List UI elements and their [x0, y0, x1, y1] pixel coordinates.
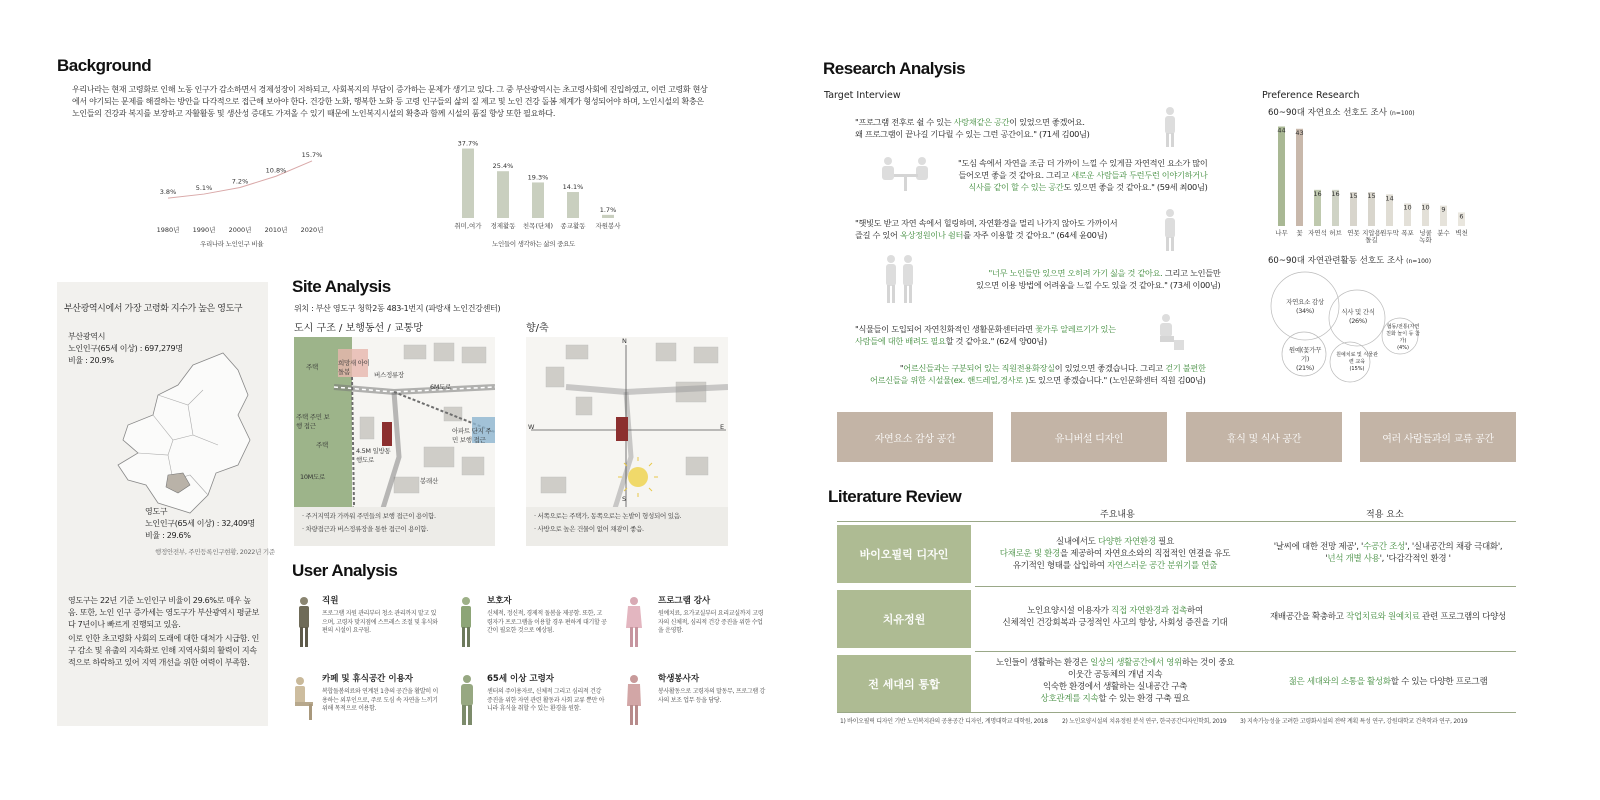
preference-category: 폭포 — [1401, 229, 1414, 237]
guardian-figure-icon — [458, 596, 474, 648]
gu-ratio: 비율 : 29.6% — [145, 531, 191, 540]
importance-bar — [462, 149, 474, 218]
quote-1: "프로그램 전후로 쉴 수 있는 사랑채같은 공간이 있었으면 좋겠어요. 왜 프로그램이 끝나길 기다릴 수 있는 그런 공간이요." (71세 김00님) — [855, 117, 1090, 139]
map1-label-house1: 주택 — [306, 363, 318, 371]
venn-5: 협동/전통(자연친화 놀이 등 참가) (4%) — [1386, 324, 1420, 351]
preference-value: 6 — [1459, 212, 1464, 221]
importance-bar — [497, 171, 509, 218]
map2-title: 향/축 — [526, 323, 549, 334]
venn-3: 원예(꽃가꾸기) (21%) — [1288, 346, 1322, 372]
city-pop: 노인인구(65세 이상) : 697,279명 — [68, 344, 183, 353]
lit-line-bottom — [837, 712, 1516, 713]
elderly-ratio-chart-title: 우리나라 노인인구 비율 — [200, 240, 264, 248]
user-cafe-desc: 복합돌봄의료와 연계된 1층의 공간을 활발히 이용하는 외부인으로, 주로 도심 속 자연을 느끼기 위해 목적으로 이용함. — [322, 688, 438, 712]
user-instructor-name: 프로그램 강사 — [658, 596, 711, 606]
importance-value: 19.3% — [527, 173, 549, 182]
background-paragraph: 우리나라는 현재 고령화로 인해 노동 인구가 감소하면서 경제성장이 저하되고, 사회복지의 부담이 증가하는 문제가 생기고 있다. 그 중 부산광역시는 초고령사회에 진입하였고, 이런 고령화 현상에서 야기되는 문제를 해결하는 방안을 다각적으로 접근해 보아야 한다. 건강한 노화, 행복한 노화 등 고령 인구들의 삶의 질 제고 및 노인 건강 돌봄 체계가 형성되어야 하며, 노인시설의 확충은 노인들의 건강과 복지를 보장하고 자활활동 및 생산성 증대도 가져올 수 있기 때문에 노인복지시설의 확충과 함께 시설의 품질 향상 또한 필요하다. — [72, 85, 708, 118]
lit-head-healing: 치유정원 — [837, 590, 971, 648]
importance-category: 자원봉사 — [595, 222, 621, 230]
gu-name: 영도구 — [145, 507, 168, 516]
importance-bar — [532, 182, 544, 218]
user-guardian-name: 보호자 — [487, 596, 512, 606]
preference-value: 43 — [1295, 128, 1304, 137]
quote-5: "식물들이 도입되어 자연친화적인 생활문화센터라면 꽃가루 알레르기가 있는 사람들에 대한 배려도 필요할 것 같아요." (62세 양00님) — [855, 324, 1116, 346]
ratio-value-label: 5.1% — [195, 184, 213, 193]
pref2-title: 60~90대 자연관련활동 선호도 조사 (n=100) — [1268, 256, 1432, 266]
tag-rest: 휴식 및 식사 공간 — [1186, 412, 1342, 462]
map1-label-bus: 버스정류장 — [374, 371, 404, 379]
user-student-desc: 봉사활동으로 고령자의 말동무, 프로그램 강사의 보조 업무 등을 담당. — [658, 688, 765, 704]
importance-value: 1.7% — [599, 205, 617, 214]
preference-category: 자연석 — [1308, 229, 1327, 237]
gu-pop: 노인인구(65세 이상) : 32,409명 — [145, 519, 255, 528]
user-staff-name: 직원 — [322, 596, 339, 606]
pref1-title: 60~90대 자연요소 선호도 조사 (n=100) — [1268, 108, 1415, 118]
importance-category: 취미,여가 — [454, 222, 482, 230]
map2-note2: 사방으로 높은 건물이 없어 채광이 좋음. — [537, 525, 644, 533]
map1-label-access1: 주택 주민 보행 접근 — [296, 413, 330, 430]
venn-1: 자연요소 감상 (34%) — [1286, 298, 1324, 315]
preference-value: 9 — [1441, 205, 1446, 214]
preference-category: 허브 — [1329, 229, 1342, 237]
preference-category: 지압용 — [1362, 229, 1381, 237]
busan-gu-info — [145, 506, 255, 542]
quote-4: "너무 노인들만 있으면 오히려 가기 싫을 것 같아요. 그리고 노인들만 있으면 이용 방법에 어려움을 느낄 수도 있을 것 같아요." (73세 이00님) — [976, 268, 1221, 290]
importance-category: 종교활동 — [560, 222, 586, 230]
cafe-user-figure-icon — [290, 676, 316, 722]
preference-bar — [1278, 127, 1285, 226]
tag-exchange: 여러 사람들과의 교류 공간 — [1360, 412, 1516, 462]
busan-para1: 영도구는 22년 기준 노인인구 비율이 29.6%로 매우 높음. 또한, 노인 인구 증가세는 영도구가 부산광역시 평균보다 7년이나 빠르게 진행되고 있음. — [68, 596, 260, 629]
lit-line-top — [837, 521, 1516, 522]
ratio-value-label: 10.8% — [265, 166, 287, 175]
quote-2: "도심 속에서 자연을 조금 더 가까이 느낄 수 있게끔 자연적인 요소가 많이 들어오면 좋을 것 같아요. 그리고 새로운 사람들과 두런두런 이야기하거나 식사를 같이 할 수 있는 공간도 있으면 좋을 것 같아요." (59세 최00님) — [958, 158, 1208, 192]
map1-note2: 차량접근과 버스정류장을 통한 접근이 용이함. — [305, 525, 428, 533]
compass-s: S — [622, 495, 626, 503]
venn-4: 원예치료 및 식물관련 교육 (15%) — [1336, 352, 1378, 372]
preference-value: 14 — [1385, 194, 1394, 203]
lit-ref-3: 3) 지속가능성을 고려한 고령화시설의 전략 계획 특성 연구, 강원대학교 건축학과 연구, 2019 — [1240, 718, 1468, 725]
quote-3: "햇빛도 받고 자연 속에서 힐링하며, 자연환경을 멀리 나가지 않아도 가까이서 즐길 수 있어 옥상정원이나 쉼터를 자주 이용할 것 같아요." (64세 윤00님) — [855, 218, 1118, 240]
gardener-icon — [1152, 312, 1186, 352]
user-student-name: 학생봉사자 — [658, 674, 700, 684]
ratio-year-label: 1980년 — [156, 226, 180, 234]
ratio-value-label: 3.8% — [159, 188, 177, 197]
tag-universal: 유니버설 디자인 — [1011, 412, 1167, 462]
quote-6: "어르신들과는 구분되어 있는 직원전용화장실이 있었으면 좋겠습니다. 그리고 걷기 불편한 어르신들을 위한 시설물(ex. 핸드레일,경사로 )도 있으면 좋겠습니다." (노인문화센터 직원 김00님) — [870, 363, 1206, 385]
map1-label-daycare: 희망새 아이돌봄 — [338, 359, 370, 376]
lit-healing-c2: 재배공간을 확충하고 작업치료와 원예치료 관련 프로그램의 다양성 — [1270, 612, 1506, 622]
ratio-year-label: 2020년 — [300, 226, 324, 234]
map1-label-10m: 10M도로 — [300, 473, 325, 481]
site-map-structure: 주택 희망새 아이돌봄 버스정류장 6M도로 주택 주민 보행 접근 주택 아파트 단지 주민 보행 접근 4.5M 일방통행도로 봉래산 10M도로 · 주거지역과 가까워 주민들의 보행 접근이 용이함. · 차량접근과 버스정류장을 통한 접근이 용이함. — [294, 337, 495, 546]
staff-figure-icon — [296, 596, 312, 648]
importance-bar — [602, 215, 614, 218]
busan-title: 부산광역시에서 가장 고령화 지수가 높은 영도구 — [64, 304, 243, 314]
research-title: Research Analysis — [823, 59, 966, 78]
user-title: User Analysis — [292, 561, 398, 580]
compass-w: W — [528, 423, 535, 431]
importance-value: 37.7% — [457, 139, 479, 148]
lit-biophilic-c2: '날씨에 대한 전망 제공', '수공간 조성', '실내공간의 채광 극대화', '넌석 개별 사용', '다감각적인 환경 ' — [1273, 542, 1503, 564]
ratio-value-label: 7.2% — [231, 177, 249, 186]
busan-source: 행정안전부, 주민등록인구현황, 2022년 기준 — [155, 548, 275, 556]
map1-label-mountain: 봉래산 — [420, 477, 438, 485]
student-figure-icon — [624, 674, 644, 726]
map1-label-6m: 6M도로 — [430, 383, 452, 391]
literature-title: Literature Review — [828, 487, 962, 506]
importance-category: 경제활동 — [490, 222, 516, 230]
compass-n: N — [622, 337, 627, 345]
site-map-orientation: N W E S · 서쪽으로는 주택가, 동쪽으로는 논밭이 형성되어 있음. · 사방으로 높은 건물이 없어 채광이 좋음. — [526, 337, 728, 546]
city-name: 부산광역시 — [68, 332, 106, 341]
user-senior-desc: 센터의 주이용자로, 신체적 그리고 심리적 건강 증진을 위한 자연 관련 활동과 사회 교류 뿐만 아니라 휴식을 취할 수 있는 환경을 원함. — [487, 688, 605, 712]
target-interview-title: Target Interview — [824, 90, 901, 101]
lit-line-1 — [975, 586, 1516, 587]
venn-2: 식사 및 간식 (26%) — [1341, 308, 1375, 325]
preference-value: 16 — [1331, 189, 1340, 198]
ratio-year-label: 1990년 — [192, 226, 216, 234]
preference-category: 벽천 — [1455, 229, 1468, 237]
lit-head-biophilic: 바이오필릭 디자인 — [837, 525, 971, 583]
ratio-year-label: 2000년 — [228, 226, 252, 234]
lit-ref-1: 1) 바이오필릭 디자인 기반 노인복지관의 공용공간 디자인, 계명대학교 대학원, 2018 — [840, 718, 1048, 725]
importance-value: 14.1% — [562, 183, 584, 192]
preference-category: 나무 — [1275, 229, 1288, 237]
city-ratio: 비율 : 20.9% — [68, 356, 114, 365]
preference-value: 10 — [1403, 203, 1412, 212]
preference-category: 원두막 — [1380, 229, 1399, 237]
preference-value: 10 — [1421, 203, 1430, 212]
user-guardian-desc: 신체적, 정신적, 경제적 돌봄을 제공함. 또한, 고령자가 프로그램을 이용할 경우 편하게 대기할 공간이 필요한 것으로 예상됨. — [487, 610, 607, 634]
compass-e: E — [720, 423, 724, 431]
lit-col2: 적용 요소 — [1366, 510, 1404, 520]
preference-bar — [1296, 129, 1303, 226]
map2-note1: 서쪽으로는 주택가, 동쪽으로는 논밭이 형성되어 있음. — [537, 512, 682, 520]
life-importance-chart — [452, 138, 632, 238]
map1-label-apt: 아파트 단지 주민 보행 접근 — [452, 427, 492, 444]
user-staff-desc: 프로그램 지원 관리부터 청소 관리까지 맡고 있으며, 고령자 맞지점에 스트레스 조절 및 휴식와 편의 시설이 요구됨. — [322, 610, 438, 634]
user-instructor-desc: 원예치료, 요가교실부터 요리교실까지 고령자의 신체적, 심리적 건강 증진을 위한 수업을 운영함. — [658, 610, 764, 634]
site-location: 위치 : 부산 영도구 청학2동 483-1번지 (파랑새 노인건강센터) — [294, 304, 501, 313]
importance-bar — [567, 192, 579, 218]
preference-category: 연못 — [1347, 229, 1360, 237]
elder-standing-icon — [1160, 208, 1180, 252]
preference-category: 꽃 — [1296, 229, 1303, 237]
pref-title: Preference Research — [1262, 90, 1360, 101]
map1-label-house2: 주택 — [316, 441, 328, 449]
map1-label-oneway: 4.5M 일방통행도로 — [356, 447, 391, 464]
background-title: Background — [57, 56, 152, 75]
lit-integration-c1: 노인들이 생활하는 환경은 일상의 생활공간에서 영위하는 것이 중요 이웃간 공동체의 개념 지속 익숙한 환경에서 생활하는 실내공간 구축 상호관계를 지속할 수 있는 환경 구축 필요 — [995, 658, 1235, 704]
senior-figure-icon — [458, 674, 476, 726]
tag-nature: 자연요소 감상 공간 — [837, 412, 993, 462]
life-importance-chart-title: 노인들이 생각하는 삶의 중요도 — [492, 240, 576, 248]
preference-category: 녹화 — [1419, 236, 1432, 244]
elders-table-icon — [876, 156, 936, 192]
user-cafe-name: 카페 및 휴식공간 이용자 — [322, 674, 413, 684]
map1-title: 도시 구조 / 보행동선 / 교통망 — [294, 323, 423, 334]
lit-head-integration: 전 세대의 통합 — [837, 655, 971, 713]
lit-col1: 주요내용 — [1100, 510, 1135, 520]
ratio-year-label: 2010년 — [264, 226, 288, 234]
preference-category: 분수 — [1437, 229, 1450, 237]
nature-preference-chart — [1268, 118, 1488, 250]
map1-note1: 주거지역과 가까워 주민들의 보행 접근이 용이함. — [305, 512, 436, 520]
elder-couple-icon — [882, 254, 918, 304]
preference-value: 15 — [1349, 192, 1358, 201]
busan-para2: 이로 인한 초고령화 사회의 도래에 대한 대처가 시급함. 인구 감소 및 유출의 지속화로 인해 지역사회의 활력이 지속적으로 하락하고 있어 지역 개선을 위한 여력이 부족함. — [68, 634, 260, 667]
user-senior-name: 65세 이상 고령자 — [487, 674, 555, 684]
preference-category: 돌길 — [1365, 236, 1378, 244]
lit-line-2 — [975, 651, 1516, 652]
site-title: Site Analysis — [292, 277, 391, 296]
importance-category: 친목(단체) — [522, 222, 554, 230]
ratio-value-label: 15.7% — [301, 150, 323, 159]
preference-value: 44 — [1277, 126, 1286, 135]
elderly-ratio-chart — [150, 150, 340, 250]
lit-ref-2: 2) 노인요양시설의 치유정원 분석 연구, 한국공간디자인학회, 2019 — [1062, 718, 1227, 725]
importance-value: 25.4% — [492, 162, 514, 171]
preference-value: 16 — [1313, 189, 1322, 198]
preference-value: 15 — [1367, 192, 1376, 201]
instructor-figure-icon — [624, 596, 644, 648]
lit-biophilic-c1: 실내에서도 다양한 자연환경 필요 다채로운 빛 환경을 제공하여 자연요소와의 직접적인 연결을 유도 유기적인 형태를 삽입하여 자연스러운 공간 분위기를 연출 — [999, 537, 1231, 571]
elder-cane-icon — [1160, 106, 1182, 148]
lit-integration-c2: 젊은 세대와의 소통을 활성화할 수 있는 다양한 프로그램 — [1288, 677, 1488, 687]
preference-category: 넝쿨 — [1419, 229, 1432, 237]
lit-healing-c1: 노인요양시설 이용자가 직접 자연환경과 접촉하여 신체적인 건강회복과 긍정적인 사고의 향상, 사회성 증진을 기대 — [1002, 606, 1228, 628]
busan-map — [98, 345, 258, 525]
